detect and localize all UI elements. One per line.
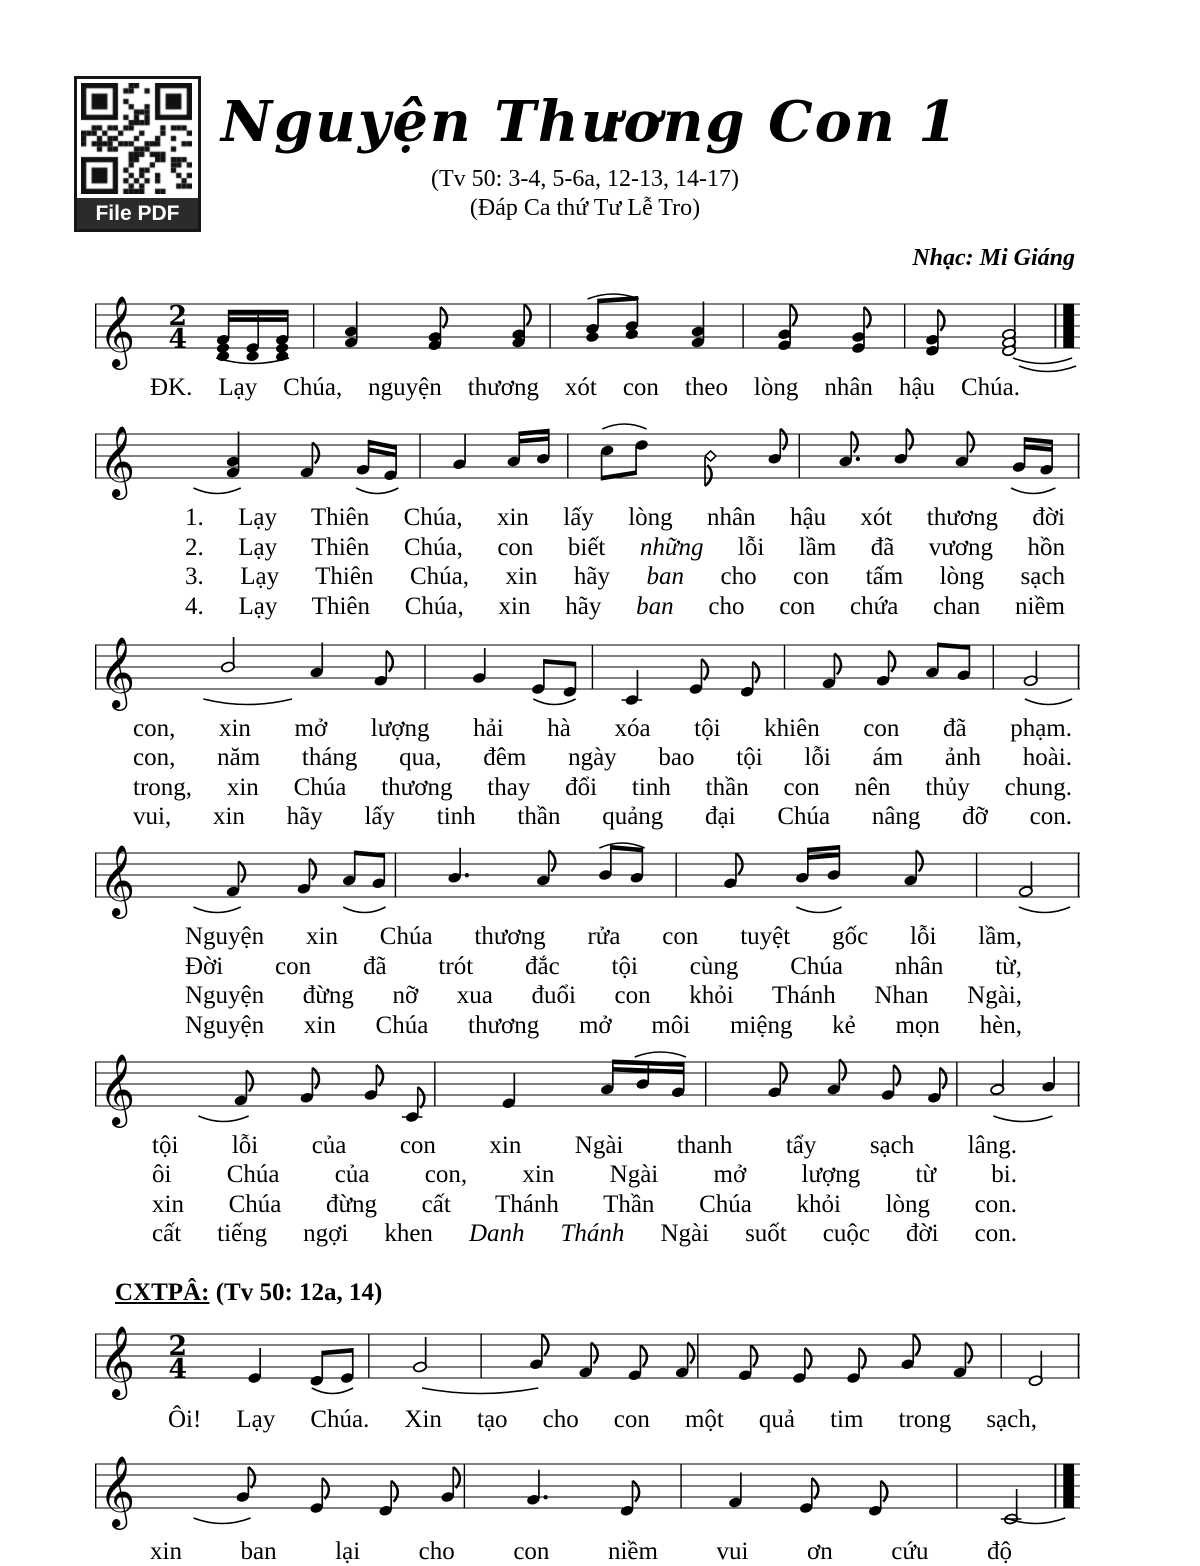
- svg-text:2: 2: [168, 300, 187, 333]
- svg-text:𝄞: 𝄞: [98, 424, 136, 498]
- lyric-line: xin Chúa đừng cất Thánh Thần Chúa khỏi lòng con.: [152, 1190, 1017, 1218]
- lyric-group-verses-1: [185, 503, 1065, 621]
- qr-badge-label: File PDF: [77, 198, 198, 229]
- svg-text:𝄞: 𝄞: [98, 635, 136, 708]
- svg-text:4: 4: [168, 323, 187, 356]
- svg-text:𝄞: 𝄞: [98, 1052, 136, 1125]
- lyric-coda-1: Ôi! Lạy Chúa. Xin tạo cho con một quả tim trong sạch,: [168, 1406, 1037, 1433]
- staff-coda-1: [95, 1316, 1080, 1401]
- psalm-reference: (Tv 50: 3-4, 5-6a, 12-13, 14-17): [431, 166, 739, 192]
- lyric-line: trong, xin Chúa thương thay đổi tinh thần con nên thủy chung.: [133, 773, 1072, 801]
- lyric-group-verses-3: [185, 922, 1022, 1040]
- section-heading-detail: (Tv 50: 12a, 14): [209, 1279, 383, 1306]
- staff-verse-2: [95, 627, 1080, 712]
- lyric-line: vui, xin hãy lấy tinh thần quảng đại Chúa nâng đỡ con.: [133, 803, 1072, 830]
- lyric-line: 4. Lạy Thiên Chúa, xin hãy ban cho con chứa chan niềm: [185, 592, 1065, 620]
- lyric-group-verses-4: [152, 1131, 1017, 1249]
- lyric-line: ôi Chúa của con, xin Ngài mở lượng từ bi.: [152, 1161, 1017, 1188]
- lyric-line: 2. Lạy Thiên Chúa, con biết những lỗi lầm đã vương hồn: [185, 533, 1065, 561]
- lyric-line: cất tiếng ngợi khen Danh Thánh Ngài suốt cuộc đời con.: [152, 1220, 1017, 1247]
- staff-coda-2: [95, 1446, 1080, 1531]
- lyric-line: Nguyện xin Chúa thương rửa con tuyệt gốc lỗi lầm,: [185, 923, 1022, 950]
- svg-text:𝄞: 𝄞: [98, 843, 136, 917]
- svg-text:4: 4: [168, 1353, 187, 1386]
- lyric-coda-2: xin ban lại cho con niềm vui ơn cứu độ: [150, 1538, 1012, 1565]
- section-heading: [115, 1278, 1200, 1308]
- lyric-line: 3. Lạy Thiên Chúa, xin hãy ban cho con tấm lòng sạch: [185, 563, 1065, 590]
- lyric-line: tội lỗi của con xin Ngài thanh tẩy sạch lâng.: [152, 1131, 1017, 1159]
- staff-verse-4: [95, 1044, 1080, 1129]
- lyric-line: 1. Lạy Thiên Chúa, xin lấy lòng nhân hậu xót thương đời: [185, 504, 1065, 531]
- svg-text:𝄞: 𝄞: [98, 1454, 136, 1528]
- song-title: Nguyện Thương Con 1: [220, 89, 960, 155]
- svg-text:2: 2: [168, 1330, 187, 1363]
- section-heading-label: CXTPÂ:: [115, 1279, 210, 1306]
- lyric-group-verses-2: [133, 714, 1072, 832]
- lyric-line: Đời con đã trót đắc tội cùng Chúa nhân từ,: [185, 952, 1022, 980]
- composer-credit: Nhạc: Mi Giáng: [912, 245, 1075, 271]
- svg-text:𝄞: 𝄞: [98, 1324, 136, 1398]
- staff-verse-1: [95, 416, 1080, 501]
- lyric-line: Nguyện xin Chúa thương mở môi miệng kẻ mọn hèn,: [185, 1011, 1022, 1039]
- lyric-line: con, xin mở lượng hải hà xóa tội khiên con đã phạm.: [133, 714, 1072, 742]
- svg-text:𝄞: 𝄞: [98, 294, 136, 368]
- staff-refrain: [95, 286, 1080, 371]
- header: [0, 0, 1200, 222]
- staff-verse-3: [95, 835, 1080, 920]
- liturgical-note: (Đáp Ca thứ Tư Lễ Tro): [469, 195, 701, 221]
- lyric-refrain: ĐK. Lạy Chúa, nguyện thương xót con theo lòng nhân hậu Chúa.: [150, 374, 1020, 401]
- lyric-line: Nguyện đừng nỡ xua đuổi con khỏi Thánh Nhan Ngài,: [185, 982, 1022, 1009]
- lyric-line: con, năm tháng qua, đêm ngày bao tội lỗi ám ảnh hoài.: [133, 744, 1072, 771]
